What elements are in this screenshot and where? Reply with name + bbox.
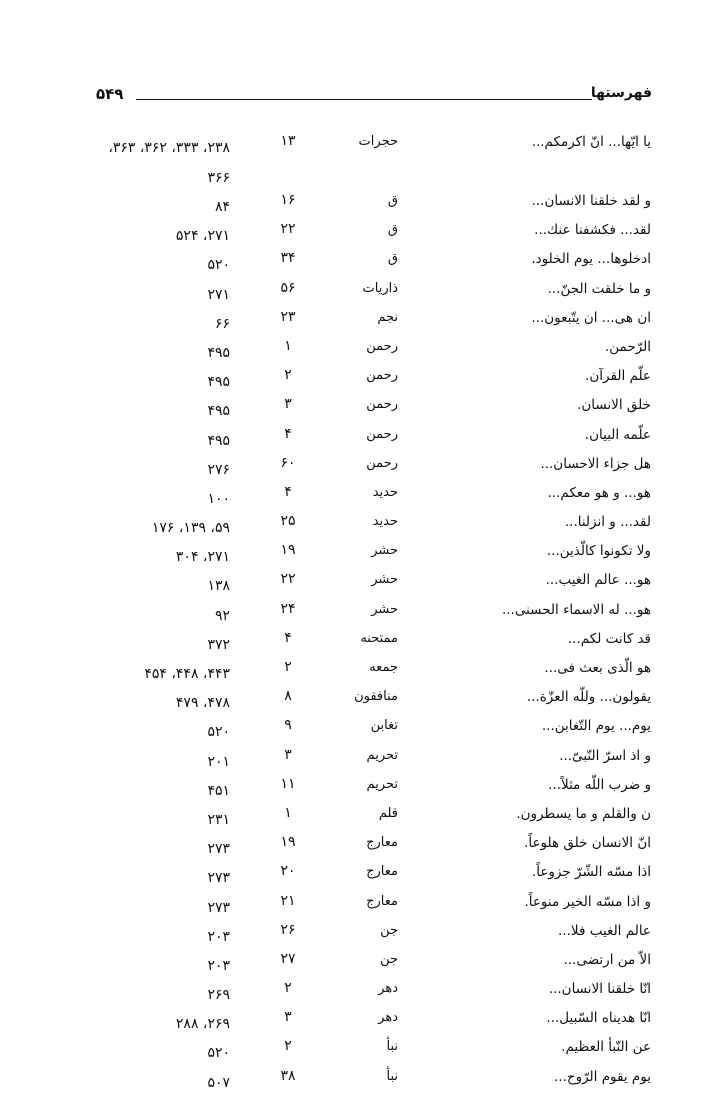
index-row [0,275,727,304]
page-references [60,133,230,193]
index-row [0,654,727,683]
page-reference-line: ۵۹، ۱۳۹، ۱۷۶ [151,520,230,537]
verse-number: ۳ [284,1009,292,1026]
page-reference-line: ۲۰۱ [207,753,230,770]
verse-number: ۱۱ [280,775,296,792]
verse-text: قد كانت لكم... [567,630,651,647]
verse-text: هو الّذى بعث فى... [544,660,651,676]
index-row [0,917,727,946]
surah-name: معارج [366,893,398,909]
verse-number: ۵۶ [280,279,296,296]
verse-text: و لقد خلقنا الانسان... [531,193,651,209]
verse-text: خلق الانسان. [577,397,651,414]
index-row [0,858,727,887]
page-reference-line: ۸۴ [214,199,230,215]
verse-text: علّمه البيان. [584,426,651,443]
verse-text: انّا خلقنا الانسان... [548,981,651,998]
verse-number: ۲۷ [280,950,296,967]
index-row [0,1004,727,1033]
surah-name: ممتحنه [360,630,398,646]
verse-number: ۳ [284,746,292,763]
index-row [0,771,727,800]
verse-text: و ضرب اللّه مثلاً... [548,776,651,793]
page-reference-line: ۲۰۳ [207,957,230,974]
page-reference-line: ۲۷۱ [207,286,230,303]
verse-number: ۲۳ [280,308,296,325]
verse-number: ۱۳ [280,133,296,149]
verse-number: ۱۶ [280,192,296,208]
index-row [0,304,727,333]
index-row [0,596,727,625]
verse-number: ۳ [284,396,292,413]
index-row [0,537,727,566]
page-reference-line: ۹۲ [214,607,230,624]
verse-text: عالم الغيب فلا... [558,922,651,939]
surah-name: رحمن [366,368,398,384]
verse-text: و اذا مسّه الخير منوعاً. [524,893,651,910]
verse-text: و ما خلقت الجنّ... [547,280,651,297]
index-row [0,362,727,391]
page-reference-line: ۲۷۶ [207,461,230,478]
verse-number: ۲۰ [280,863,296,880]
verse-number: ۲ [284,1038,292,1055]
surah-name: جن [380,922,398,938]
index-row [0,479,727,508]
surah-name: حديد [372,484,398,500]
page-reference-line: ۶۶ [214,315,230,332]
verse-number: ۱۹ [280,542,296,559]
page-reference-line: ۴۹۵ [207,403,230,420]
verse-text: لقد... فكشفنا عنك... [534,222,651,239]
surah-name: معارج [366,835,398,851]
verse-text: يوم يقوم الرّوح... [553,1068,651,1085]
surah-name: حشر [371,601,398,617]
page-reference-line: ۴۴۳، ۴۴۸، ۴۵۴ [144,666,230,682]
index-row [0,946,727,975]
page-reference-line: ۲۶۹، ۲۸۸ [175,1016,230,1033]
surah-name: حجرات [358,134,398,149]
index-row [0,333,727,362]
page-reference-line: ۲۷۳ [207,899,230,916]
index-row [0,1033,727,1062]
page-reference-line: ۲۳۸، ۳۳۳، ۳۶۲، ۳۶۳، [108,140,230,156]
verse-number: ۱ [284,337,292,354]
verse-text: انّا هديناه السّبيل... [546,1010,651,1027]
verse-text: ن والقلم و ما يسطرون. [516,805,651,822]
verse-number: ۲ [284,367,292,384]
index-row [0,187,727,216]
verse-number: ۲۵ [280,513,296,530]
index-row [0,450,727,479]
page-reference-line: ۳۶۶ [207,170,230,186]
verse-number: ۲ [284,659,292,675]
surah-name: جن [380,951,398,967]
verse-text: اذا مسّه الشّرّ جزوعاً. [531,864,651,881]
page-reference-line: ۱۰۰ [207,490,230,507]
page-reference-line: ۲۷۳ [207,841,230,858]
index-row [0,508,727,537]
surah-name: ق [387,251,398,267]
page-references [60,1068,230,1098]
index-row [0,975,727,1004]
verse-number: ۱۹ [280,834,296,851]
index-row [0,216,727,245]
verse-text: الرّحمن. [604,338,651,355]
verse-text: هو... له الاسماء الحسنى... [501,601,651,618]
verse-number: ۲۶ [280,921,296,938]
verse-number: ۸ [284,688,292,705]
verse-text: لقد... و انزلنا... [564,514,651,531]
surah-name: ق [387,222,398,238]
verse-text: يوم... يوم التّغابن... [541,718,651,735]
index-row [0,888,727,917]
verse-text: ولا تكونوا كالّذين... [546,543,651,560]
page-reference-line: ۴۷۸، ۴۷۹ [175,695,230,712]
page-reference-line: ۴۹۵ [207,432,230,449]
surah-name: نجم [377,309,398,325]
verse-text: و اذ اسرّ النّبیّ... [559,747,651,764]
surah-name: حديد [372,514,398,530]
verse-text: عن النّبأ العظيم. [561,1039,651,1056]
index-row [0,742,727,771]
verse-text: هو... عالم الغيب... [545,572,651,589]
page-reference-line: ۲۷۱، ۳۰۴ [175,549,230,566]
surah-name: دهر [378,981,398,997]
index-row [0,128,727,187]
verse-number: ۱ [284,804,292,821]
surah-name: جمعه [369,660,398,675]
index-table [0,128,727,1092]
page-reference-line: ۲۰۳ [207,928,230,945]
page-reference-line: ۱۳۸ [207,578,230,595]
running-title: فهرستها [590,85,652,101]
surah-name: قلم [378,805,398,821]
page-reference-line: ۳۷۲ [207,636,230,653]
verse-number: ۲۲ [280,571,296,588]
index-row [0,712,727,741]
verse-number: ۳۴ [280,250,296,267]
verse-text: انّ الانسان خلق هلوعاً. [524,835,651,852]
verse-text: ادخلوها... يوم الخلود. [531,251,651,268]
verse-number: ۲۴ [280,600,296,617]
page-reference-line: ۵۲۰ [207,1045,230,1062]
header-rule [136,99,592,100]
index-row [0,1063,727,1092]
verse-number: ۲۱ [280,892,296,909]
verse-number: ۴ [284,483,292,500]
surah-name: دهر [378,1010,398,1026]
page-reference-line: ۵۲۰ [207,257,230,274]
index-row [0,421,727,450]
index-row [0,625,727,654]
surah-name: نبأ [386,1068,398,1084]
verse-number: ۴ [284,629,292,646]
surah-name: تحريم [366,747,398,763]
verse-text: يا ايّها... انّ اكرمكم... [531,134,651,150]
verse-number: ۳۸ [280,1067,296,1084]
verse-number: ۶۰ [280,454,296,471]
verse-text: ان هی... ان يتّبعون... [531,309,651,326]
index-row [0,391,727,420]
index-row [0,245,727,274]
running-header [96,82,652,110]
surah-name: ق [387,193,398,208]
surah-name: رحمن [366,397,398,413]
surah-name: حشر [371,543,398,559]
surah-name: رحمن [366,338,398,354]
verse-text: علّم القرآن. [585,368,651,385]
page-reference-line: ۴۹۵ [207,344,230,361]
page-reference-line: ۴۹۵ [207,374,230,391]
verse-text: هو... و هو معكم... [547,484,651,501]
surah-name: ذاريات [362,280,398,296]
index-row [0,829,727,858]
verse-text: يقولون... وللّه العزّة... [526,689,651,706]
page-reference-line: ۴۵۱ [207,782,230,799]
index-row [0,566,727,595]
index-row [0,683,727,712]
index-row [0,800,727,829]
page-reference-line: ۲۷۱، ۵۲۴ [175,228,230,245]
surah-name: رحمن [366,455,398,471]
page-reference-line: ۲۳۱ [207,811,230,828]
surah-name: نبأ [386,1039,398,1055]
verse-number: ۹ [284,717,292,734]
surah-name: تغابن [370,718,398,734]
surah-name: منافقون [354,689,398,705]
page-number: ۵۴۹ [96,85,124,103]
surah-name: معارج [366,864,398,880]
surah-name: تحريم [366,776,398,792]
page-reference-line: ۵۲۰ [207,724,230,741]
page-reference-line: ۲۶۹ [207,987,230,1004]
verse-text: الاّ من ارتضى... [563,951,651,968]
verse-text: هل جزاء الاحسان... [540,455,651,472]
surah-name: رحمن [366,426,398,442]
page-reference-line: ۵۰۷ [207,1074,230,1091]
surah-name: حشر [371,572,398,588]
verse-number: ۲ [284,980,292,997]
verse-number: ۲۲ [280,221,296,238]
verse-number: ۴ [284,425,292,442]
page-reference-line: ۲۷۳ [207,870,230,887]
